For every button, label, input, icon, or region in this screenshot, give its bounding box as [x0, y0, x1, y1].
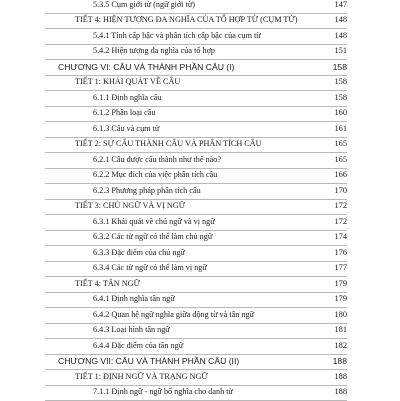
- toc-page-number: 177: [334, 263, 347, 272]
- toc-chapter-row: [0, 354, 400, 370]
- toc-page-number: 151: [334, 46, 347, 55]
- toc-entry-title: 5.4.1 Tính cấp bậc và phân tích cấp bậc của cụm từ: [93, 30, 261, 40]
- toc-section-row: [0, 137, 400, 153]
- toc-page-number: 148: [334, 15, 347, 24]
- toc-entry-row: [0, 106, 400, 122]
- toc-page-number: 165: [334, 154, 347, 164]
- toc-page-number: 170: [334, 185, 347, 195]
- toc-entry-title: 6.3.2 Các từ ngữ có thể làm chủ ngữ: [93, 232, 213, 241]
- toc-section-row: [0, 199, 400, 215]
- toc-entry-title: 6.1.2 Phân loại câu: [93, 108, 156, 117]
- toc-page-number: 180: [334, 309, 347, 319]
- toc-page-number: 174: [334, 232, 347, 241]
- toc-entry-row: [0, 152, 400, 168]
- toc-chapter-row: [0, 59, 400, 75]
- toc-page-number: 179: [334, 278, 347, 288]
- toc-entry-title: 6.2.3 Phương pháp phân tích câu: [93, 185, 201, 195]
- toc-entry-row: [0, 44, 400, 60]
- toc-entry-row: [0, 183, 400, 199]
- toc-entry-title: 6.1.3 Câu và cụm từ: [93, 123, 160, 133]
- toc-entry-title: TIẾT 4: HIỆN TƯỢNG ĐA NGHĨA CỦA TỔ HỢP TỪ (CỤM TỪ): [75, 15, 298, 24]
- toc-entry-row: [0, 214, 400, 230]
- toc-page-number: 161: [334, 123, 347, 133]
- toc-page-number: 179: [334, 294, 347, 303]
- toc-page-number: 158: [332, 61, 347, 72]
- toc-entry-title: 6.3.3 Đặc điểm của chủ ngữ: [93, 247, 185, 257]
- toc-page-number: 160: [334, 108, 347, 117]
- toc-entry-title: TIẾT 3: CHỦ NGỮ VÀ VỊ NGỮ: [75, 201, 186, 210]
- toc-page-number: 188: [334, 371, 347, 381]
- toc-entry-title: 6.2.1 Câu được cấu thành như thế nào?: [93, 154, 222, 164]
- toc-entry-row: [0, 28, 400, 44]
- toc-entry-title: 6.4.1 Định nghĩa tân ngữ: [93, 294, 175, 303]
- toc-entry-title: 6.4.3 Loại hình tân ngữ: [93, 325, 170, 334]
- toc-entry-title: 5.4.2 Hiện tượng đa nghĩa của tổ hợp: [93, 46, 216, 55]
- toc-entry-title: TIẾT 1: ĐỊNH NGỮ VÀ TRẠNG NGỮ: [75, 371, 208, 381]
- toc-entry-title: 6.4.2 Quan hệ ngữ nghĩa giữa động từ và tân ngữ: [93, 309, 255, 319]
- toc-page-number: 147: [334, 0, 347, 9]
- toc-entry-title: CHƯƠNG VI: CÂU VÀ THÀNH PHẦN CÂU (I): [58, 61, 235, 72]
- toc-page-number: 188: [334, 387, 347, 396]
- toc-page-number: 172: [334, 216, 347, 226]
- toc-entry-title: CHƯƠNG VII: CÂU VÀ THÀNH PHẦN CÂU (II): [58, 356, 240, 366]
- toc-entry-title: TIẾT 4: TÂN NGỮ: [75, 278, 140, 288]
- toc-entry-title: 6.3.1 Khái quát về chủ ngữ và vị ngữ: [93, 216, 215, 226]
- toc-entry-row: [0, 90, 400, 106]
- toc-entry-title: TIẾT 2: SỰ CẤU THÀNH CÂU VÀ PHÂN TÍCH CÂU: [75, 139, 262, 148]
- toc-entry-title: 6.3.4 Các từ ngữ có thể làm vị ngữ: [93, 263, 207, 272]
- toc-section-row: [0, 369, 400, 385]
- toc-page-number: 182: [334, 340, 347, 350]
- toc-page-number: 176: [334, 247, 347, 257]
- toc-section-row: [0, 13, 400, 29]
- toc-entry-row: [0, 261, 400, 277]
- toc-page-number: 181: [334, 325, 347, 334]
- toc-section-row: [0, 75, 400, 91]
- toc-entry-title: 6.2.2 Mục đích của việc phân tích câu: [93, 170, 218, 179]
- toc-page-number: 165: [334, 139, 347, 148]
- toc-entry-row: [0, 323, 400, 339]
- toc-entry-row: [0, 168, 400, 184]
- toc-entry-title: 5.3.5 Cụm giới từ (ngữ giới từ): [93, 0, 196, 9]
- toc-entry-title: 6.4.4 Đặc điểm của tân ngữ: [93, 340, 184, 350]
- toc-section-row: [0, 276, 400, 292]
- toc-entry-row: [0, 385, 400, 401]
- toc-entry-row: [0, 338, 400, 354]
- toc-entry-row: [0, 230, 400, 246]
- toc-entry-title: 6.1.1 Định nghĩa câu: [93, 92, 162, 102]
- toc-entry-row: [0, 121, 400, 137]
- toc-entry-row: [0, 0, 400, 13]
- toc-page-number: 172: [334, 201, 347, 210]
- toc-entry-title: TIẾT 1: KHÁI QUÁT VỀ CÂU: [75, 77, 181, 86]
- toc-page-number: 158: [334, 77, 347, 86]
- toc-entry-title: 7.1.1 Định ngữ - ngữ bổ nghĩa cho danh từ: [93, 387, 233, 396]
- toc-page-number: 188: [332, 356, 347, 366]
- toc-page-number: 166: [334, 170, 347, 179]
- toc-page-number: 148: [334, 30, 347, 40]
- toc-entry-row: [0, 245, 400, 261]
- toc-entry-row: [0, 307, 400, 323]
- toc-page-number: 158: [334, 92, 347, 102]
- toc-entry-row: [0, 292, 400, 308]
